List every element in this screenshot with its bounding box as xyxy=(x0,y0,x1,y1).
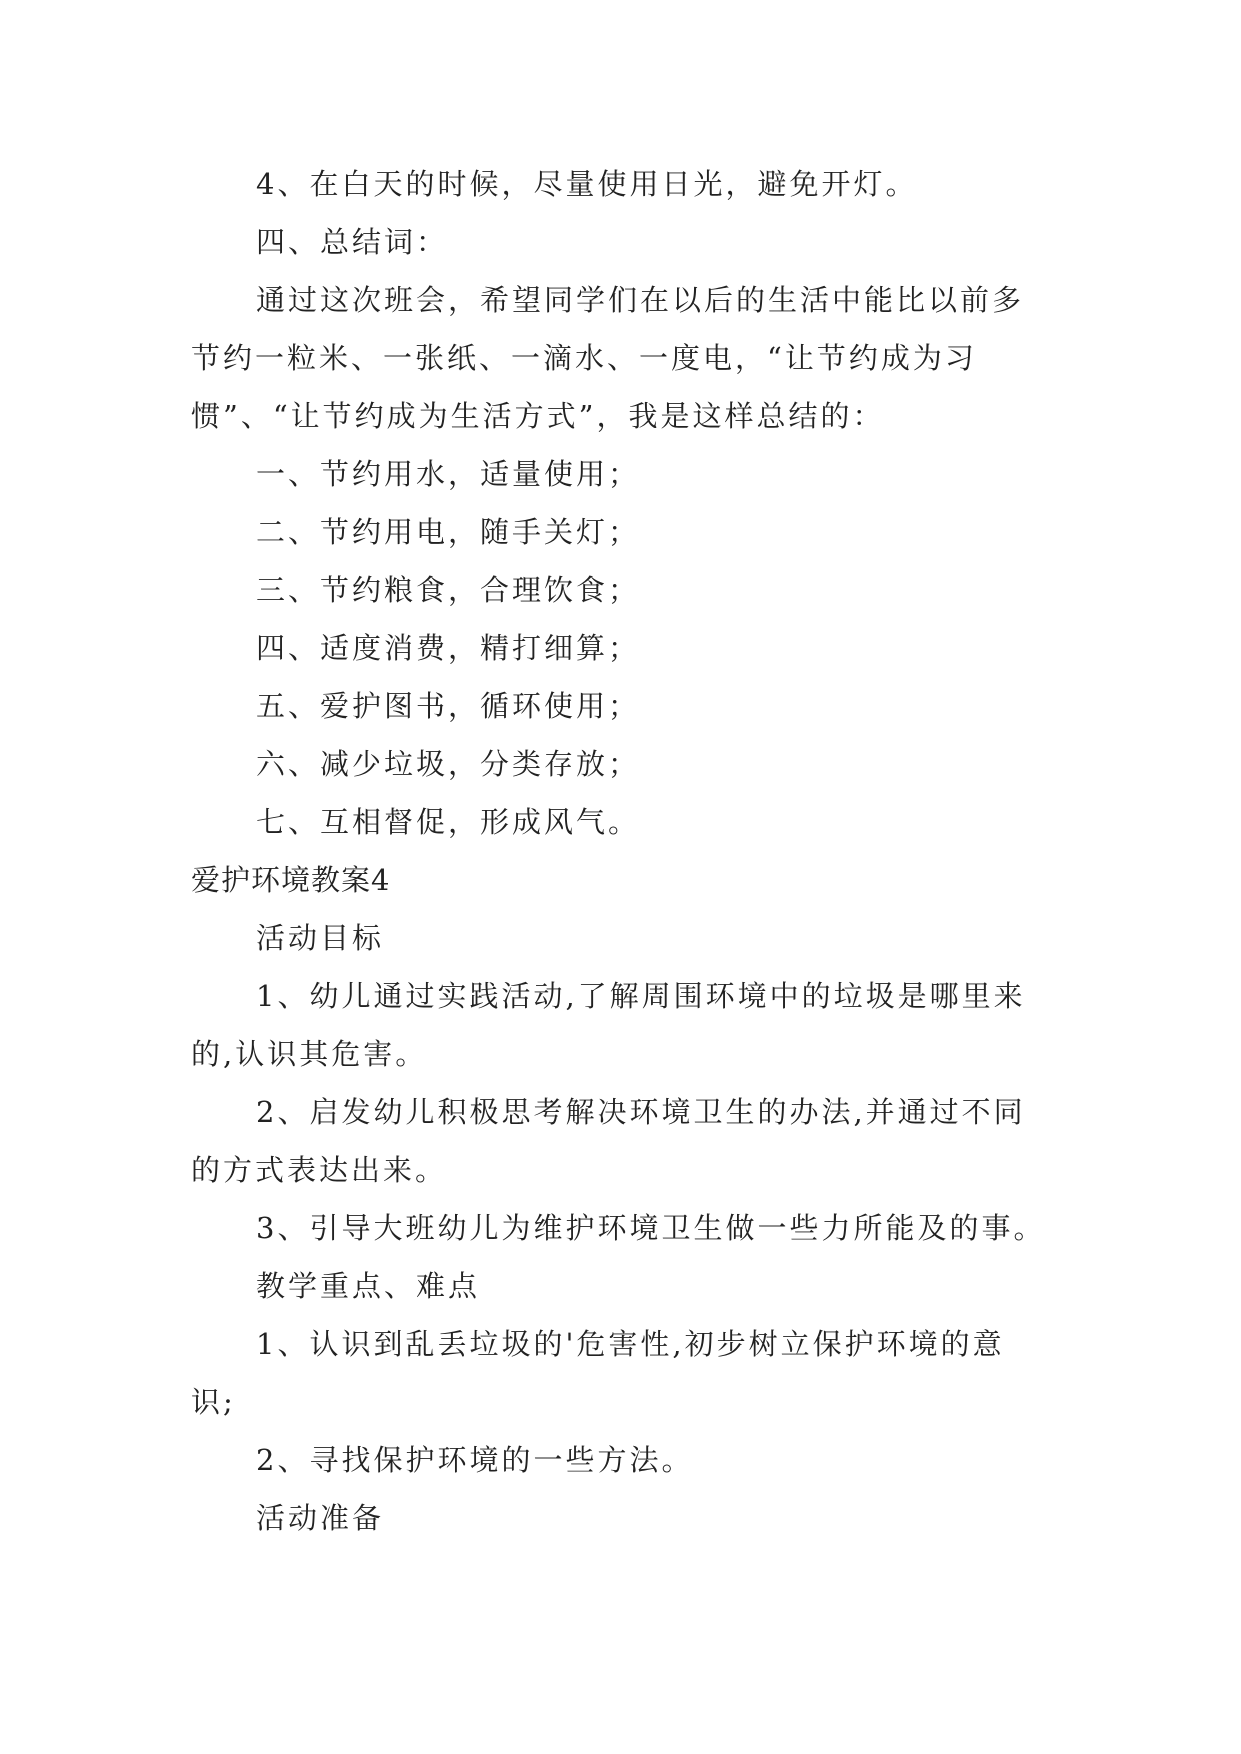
list-item: 三、节约粮食，合理饮食； xyxy=(256,573,641,607)
list-item: 一、节约用水，适量使用； xyxy=(256,457,641,491)
document-page xyxy=(191,155,1071,1547)
text-line: 的方式表达出来。 xyxy=(191,1153,448,1187)
list-item: 五、爱护图书，循环使用； xyxy=(256,689,641,723)
list-item: 六、减少垃圾，分类存放； xyxy=(256,747,641,781)
text-line: 的,认识其危害。 xyxy=(191,1037,428,1071)
text-line: 3、引导大班幼儿为维护环境卫生做一些力所能及的事。 xyxy=(256,1211,1046,1245)
section-heading: 活动目标 xyxy=(256,921,385,955)
text-line: 惯”、“让节约成为生活方式”，我是这样总结的： xyxy=(191,399,885,433)
list-item: 二、节约用电，随手关灯； xyxy=(256,515,641,549)
text-line: 通过这次班会，希望同学们在以后的生活中能比以前多 xyxy=(256,283,1025,317)
list-item: 四、适度消费，精打细算； xyxy=(256,631,641,665)
section-heading: 四、总结词： xyxy=(256,225,449,259)
text-line: 1、幼儿通过实践活动,了解周围环境中的垃圾是哪里来 xyxy=(256,979,1026,1013)
text-line: 识; xyxy=(191,1385,236,1419)
text-line: 2、寻找保护环境的一些方法。 xyxy=(256,1443,694,1477)
text-line: 1、认识到乱丢垃圾的'危害性,初步树立保护环境的意 xyxy=(256,1327,1005,1361)
section-heading: 教学重点、难点 xyxy=(256,1269,481,1303)
section-heading: 活动准备 xyxy=(256,1501,385,1535)
text-line: 2、启发幼儿积极思考解决环境卫生的办法,并通过不同 xyxy=(256,1095,1026,1129)
document-section-title: 爱护环境教案4 xyxy=(191,863,391,897)
text-line: 节约一粒米、一张纸、一滴水、一度电，“让节约成为习 xyxy=(191,341,977,375)
list-item: 七、互相督促，形成风气。 xyxy=(256,805,641,839)
text-line: 4、在白天的时候，尽量使用日光，避免开灯。 xyxy=(256,167,918,201)
